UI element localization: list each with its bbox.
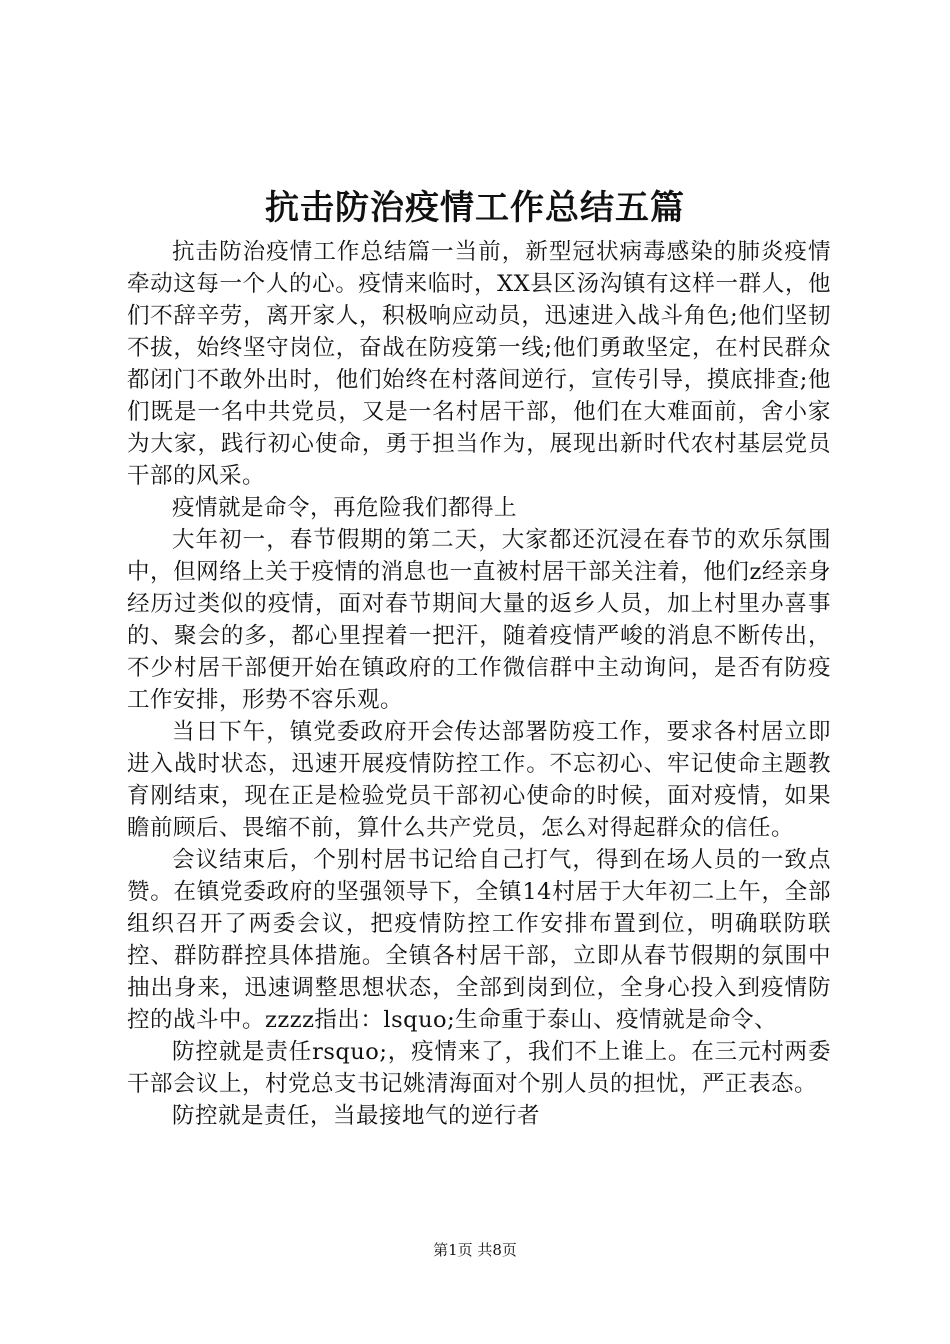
paragraph: 防控就是责任rsquo;，疫情来了，我们不上谁上。在三元村两委干部会议上，村党总支书记姚清海面对个别人员的担忧，严正表态。 xyxy=(127,1039,831,1097)
paragraph: 大年初一，春节假期的第二天，大家都还沉浸在春节的欢乐氛围中，但网络上关于疫情的消息也一直被村居干部关注着，他们z经亲身经历过类似的疫情，面对春节期间大量的返乡人员，加上村里办喜事的、聚会的多，都心里捏着一把汗，随着疫情严峻的消息不断传出，不少村居干部便开始在镇政府的工作微信群中主动询问，是否有防疫工作安排，形势不容乐观。 xyxy=(127,527,831,713)
paragraph: 当日下午，镇党委政府开会传达部署防疫工作，要求各村居立即进入战时状态，迅速开展疫情防控工作。不忘初心、牢记使命主题教育刚结束，现在正是检验党员干部初心使命的时候，面对疫情，如果瞻前顾后、畏缩不前，算什么共产党员，怎么对得起群众的信任。 xyxy=(127,719,831,841)
document-title: 抗击防治疫情工作总结五篇 xyxy=(265,188,685,228)
paragraph: 抗击防治疫情工作总结篇一当前，新型冠状病毒感染的肺炎疫情牵动这每一个人的心。疫情来临时，XX县区汤沟镇有这样一群人，他们不辞辛劳，离开家人，积极响应动员，迅速进入战斗角色;他们坚韧不拔，始终坚守岗位，奋战在防疫第一线;他们勇敢坚定，在村民群众都闭门不敢外出时，他们始终在村落间逆行，宣传引导，摸底排查;他们既是一名中共党员，又是一名村居干部，他们在大难面前，舍小家为大家，践行初心使命，勇于担当作为，展现出新时代农村基层党员干部的风采。 xyxy=(127,239,831,489)
document-body xyxy=(127,236,831,1132)
paragraph: 疫情就是命令，再危险我们都得上 xyxy=(172,495,518,521)
paragraph: 会议结束后，个别村居书记给自己打气，得到在场人员的一致点赞。在镇党委政府的坚强领导下，全镇14村居于大年初二上午，全部组织召开了两委会议，把疫情防控工作安排布置到位，明确联防联控、群防群控具体措施。全镇各村居干部，立即从春节假期的氛围中抽出身来，迅速调整思想状态，全部到岗到位，全身心投入到疫情防控的战斗中。zzzz指出：lsquo;生命重于泰山、疫情就是命令、 xyxy=(127,847,831,1033)
page-number-footer: 第1页 共8页 xyxy=(433,1241,517,1259)
paragraph: 防控就是责任，当最接地气的逆行者 xyxy=(172,1103,541,1129)
